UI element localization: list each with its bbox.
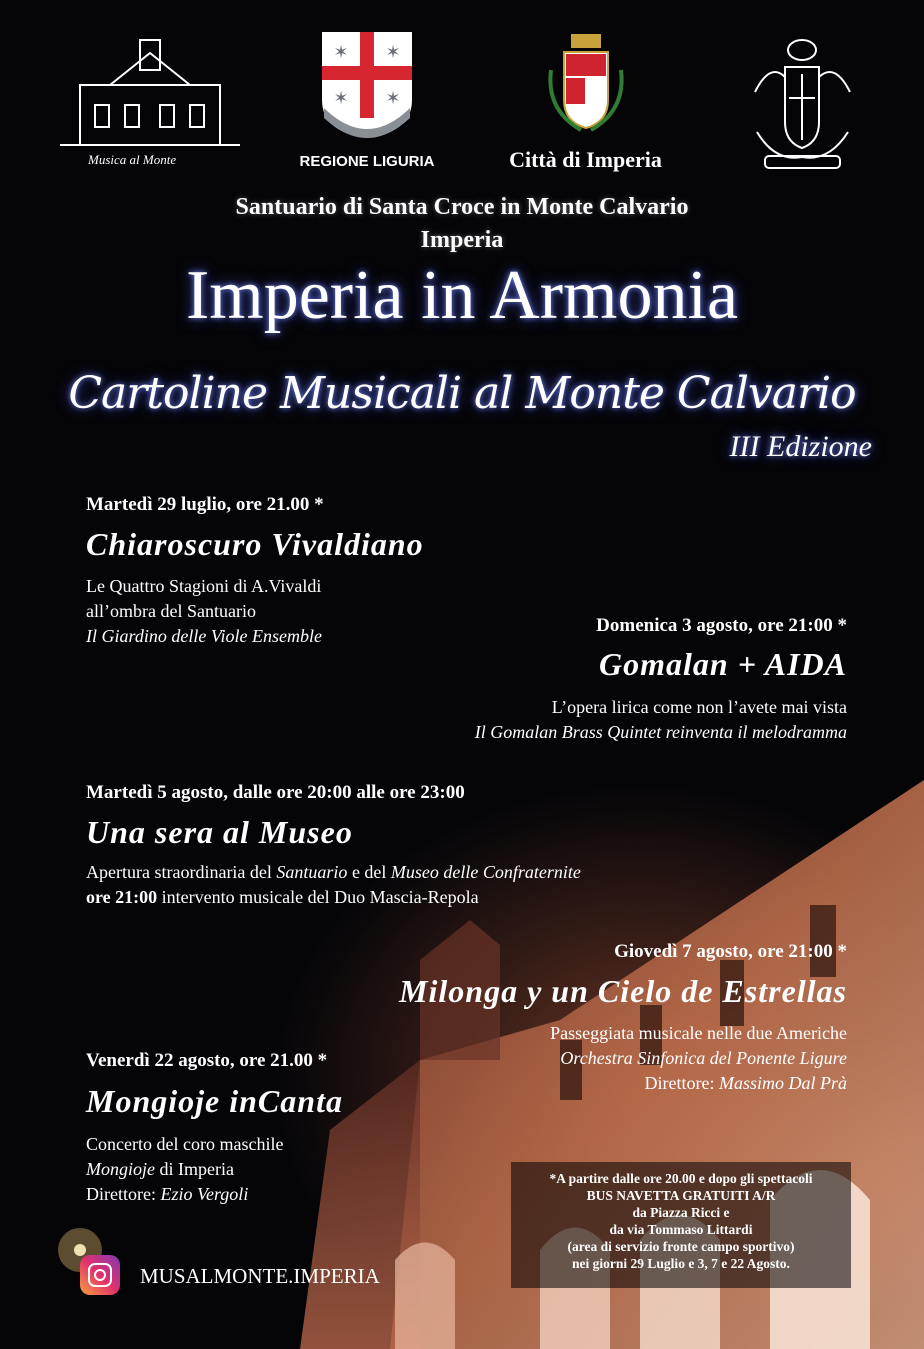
notice-line-1: *A partire dalle ore 20.00 e dopo gli spettacoli <box>549 1171 813 1186</box>
event-3-line-2 <box>86 885 581 910</box>
event-3-music: intervento musicale del Duo Mascia-Repola <box>157 887 479 907</box>
notice-line-6: nei giorni 29 Luglio e 3, 7 e 22 Agosto. <box>572 1256 790 1271</box>
event-3-line-1 <box>86 860 581 885</box>
event-5-line-2 <box>86 1157 283 1182</box>
shuttle-notice <box>511 1162 851 1288</box>
event-3-santuario: Santuario <box>276 862 348 882</box>
event-3-connector: e del <box>347 862 391 882</box>
event-4-director-label: Direttore: <box>644 1073 719 1093</box>
event-5-description <box>86 1132 283 1207</box>
event-3-time: ore 21:00 <box>86 887 158 907</box>
venue-name: Santuario di Santa Croce in Monte Calvario <box>235 194 689 220</box>
svg-text:✶: ✶ <box>385 88 401 108</box>
notice-line-2: BUS NAVETTA GRATUITI A/R <box>586 1188 776 1203</box>
event-5-date: Venerdì 22 agosto, ore 21.00 * <box>86 1050 328 1071</box>
festival-subtitle: Cartoline Musicali al Monte Calvario <box>68 368 856 419</box>
event-1-performer: Il Giardino delle Viole Ensemble <box>86 626 322 646</box>
event-1-title: Chiaroscuro Vivaldiano <box>86 526 424 562</box>
svg-text:✶: ✶ <box>333 88 349 108</box>
event-3-date: Martedì 5 agosto, dalle ore 20:00 alle ore 23:00 <box>86 782 465 803</box>
event-3-text: Apertura straordinaria del <box>86 862 277 882</box>
instagram-icon[interactable] <box>80 1255 120 1295</box>
event-1-date: Martedì 29 luglio, ore 21.00 * <box>86 494 324 515</box>
notice-line-4: da via Tommaso Littardi <box>609 1222 753 1237</box>
event-4-date: Giovedì 7 agosto, ore 21:00 * <box>614 941 847 962</box>
instagram-lens <box>94 1269 106 1281</box>
event-5-city: di Imperia <box>155 1159 234 1179</box>
event-4-performer: Orchestra Sinfonica del Ponente Ligure <box>560 1048 847 1068</box>
confraternita-emblem <box>745 32 860 174</box>
event-5-director <box>86 1182 283 1207</box>
notice-line-3: da Piazza Ricci e <box>632 1205 730 1220</box>
event-4-line-1: Passeggiata musicale nelle due Americhe <box>550 1023 847 1043</box>
festival-title: Imperia in Armonia <box>185 257 739 334</box>
event-5-director-name: Ezio Vergoli <box>160 1184 249 1204</box>
svg-text:✶: ✶ <box>333 42 349 62</box>
event-2-title: Gomalan + AIDA <box>599 646 847 682</box>
event-2-date: Domenica 3 agosto, ore 21:00 * <box>596 615 847 636</box>
event-4-director-name: Massimo Dal Prà <box>718 1073 847 1093</box>
instagram-handle[interactable]: MUSALMONTE.IMPERIA <box>140 1264 380 1288</box>
event-2-line-1: L’opera lirica come non l’avete mai vista <box>551 697 847 717</box>
regione-logo-label: REGIONE LIGURIA <box>299 153 435 170</box>
event-1-description <box>86 574 322 649</box>
notice-line-5: (area di servizio fronte campo sportivo) <box>567 1239 795 1254</box>
citta-di-imperia-logo <box>498 30 673 175</box>
event-3-title: Una sera al Museo <box>86 814 353 850</box>
event-5-line-1: Concerto del coro maschile <box>86 1134 284 1154</box>
venue-city: Imperia <box>420 227 504 253</box>
edition-label: III Edizione <box>729 430 872 463</box>
regione-shield-icon <box>320 30 414 140</box>
event-1-line-2: all’ombra del Santuario <box>86 601 256 621</box>
musica-al-monte-logo <box>50 35 250 175</box>
event-3-description <box>86 860 581 910</box>
event-3-museo: Museo delle Confraternite <box>390 862 581 882</box>
event-5-choir: Mongioje <box>86 1159 155 1179</box>
event-4-description <box>550 1021 847 1096</box>
event-4-director <box>550 1071 847 1096</box>
event-2-performer: Il Gomalan Brass Quintet reinventa il melodramma <box>474 722 847 742</box>
svg-text:✶: ✶ <box>385 42 401 62</box>
heraldic-emblem-icon <box>745 32 860 174</box>
event-5-director-label: Direttore: <box>86 1184 161 1204</box>
event-2-description <box>475 695 847 745</box>
event-4-title: Milonga y un Cielo de Estrellas <box>399 973 847 1009</box>
church-drawing-icon <box>50 35 250 155</box>
event-5-title: Mongioje inCanta <box>86 1083 343 1119</box>
citta-logo-label: Città di Imperia <box>509 147 662 172</box>
musica-logo-caption: Musica al Monte <box>88 152 177 167</box>
imperia-coat-of-arms-icon <box>546 30 626 140</box>
regione-liguria-logo <box>292 30 442 175</box>
event-1-line-1: Le Quattro Stagioni di A.Vivaldi <box>86 576 322 596</box>
